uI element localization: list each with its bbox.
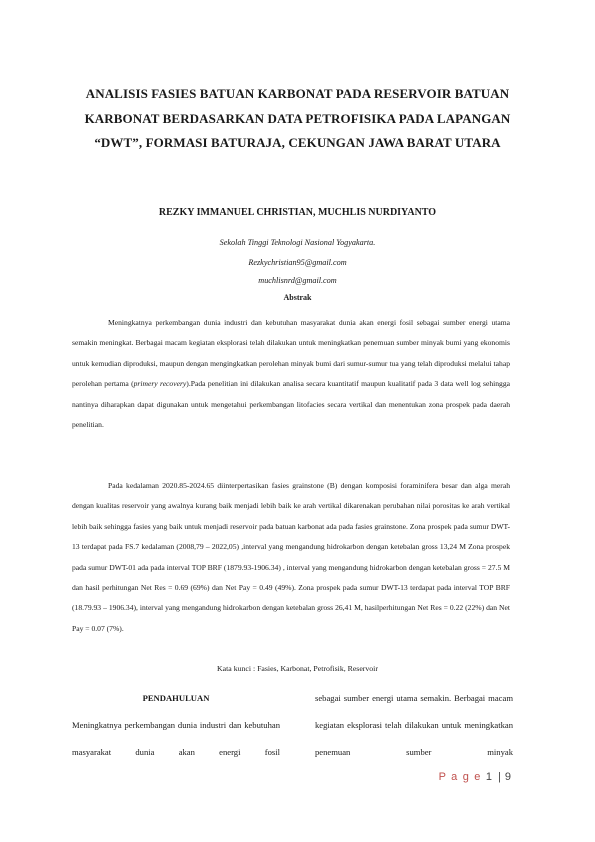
- footer-page-number: 1: [485, 771, 493, 783]
- abstract-heading: Abstrak: [283, 293, 312, 302]
- author-email-1: Rezkychristian95@gmail.com: [248, 258, 347, 267]
- section-heading-pendahuluan: PENDAHULUAN: [142, 693, 210, 703]
- body-column-right: [315, 685, 513, 766]
- affiliation-institution: Sekolah Tinggi Teknologi Nasional Yogyakarta.: [219, 238, 376, 247]
- body-left-text: Meningkatnya perkembangan dunia industri dan kebutuhan masyarakat dunia akan energi fosil: [72, 720, 280, 757]
- footer-page-word: P a g e: [438, 771, 482, 783]
- footer-page-total: 9: [504, 771, 511, 783]
- abstract-p2-text: Pada kedalaman 2020.85-2024.65 diinterpertasikan fasies grainstone (B) dengan komposisi foraminifera besar dan alga merah dengan kualitas reservoir yang awalnya kurang baik menjadi lebih baik ke arah vertikal dikarenakan perubahan nilai porositas ke arah vertikal lebih baik sehingga fasies yang baik untuk menjadi reservoir pada batuan karbonat ada pada fasies grainstone. Zona prospek pada sumur DWT-13 terdapat pada FS.7 kedalaman (2008,79 – 2022,05) ,interval yang mengandung hidrokarbon dengan ketebalan gross 13,24 M Zona prospek pada sumur DWT-01 ada pada interval TOP BRF (1879.93-1906.34) , interval yang mengandung hidrokarbon dengan ketebalan gross = 27.5 M dan hasil perhitungan Net Res = 0.69 (69%) dan Net Pay = 0.49 (49%). Zona prospek pada sumur DWT-13 terdapat pada interval TOP BRF (18.79.93 – 1906.34), interval yang mengandung hidrokarbon dengan ketebalan gross 26,41 M, hasilperhitungan Net Res = 0.22 (22%) dan Net Pay = 0.07 (7%).: [72, 481, 510, 633]
- author-names: REZKY IMMANUEL CHRISTIAN, MUCHLIS NURDIYANTO: [158, 207, 437, 218]
- author-email-2: muchlisnrd@gmail.com: [258, 276, 337, 285]
- page-footer: [439, 771, 511, 783]
- body-right-text: sebagai sumber energi utama semakin. Berbagai macam kegiatan eksplorasi telah dilakukan untuk meningkatkan penemuan sumber minyak: [315, 693, 513, 757]
- footer-separator: |: [498, 771, 501, 783]
- abstract-paragraph-2: [72, 476, 510, 639]
- body-column-left: [72, 685, 280, 766]
- abstract-p1-text-b: ).Pada penelitian ini dilakukan analisa secara kuantitatif maupun kualitatif pada 3 data well log sehingga nantinya diharapkan dapat digunakan untuk mengetahui perkembangan litofacies secara vertikal dan menentukan zona prospek pada daerah penelitian.: [72, 379, 510, 430]
- abstract-paragraph-1: [72, 313, 510, 435]
- abstract-p1-italic-term: primery recovery: [133, 379, 187, 389]
- paper-title: ANALISIS FASIES BATUAN KARBONAT PADA RESERVOIR BATUAN KARBONAT BERDASARKAN DATA PETROFISIKA PADA LAPANGAN “DWT”, FORMASI BATURAJA, CEKUNGAN JAWA BARAT UTARA: [84, 86, 511, 150]
- abstract-p1-text-a: Meningkatnya perkembangan dunia industri dan kebutuhan masyarakat dunia akan energi fosil sebagai sumber energi utama semakin meningkat. Berbagai macam kegiatan eksplorasi telah dilakukan untuk meningkatkan penemuan sumber minyak bumi yang ekonomis untuk kemudian diproduksi, maupun dengan mengingkatkan perolehan minyak bumi dari sumur-sumur tua yang telah diproduksi melalui tahap perolehan pertama (: [72, 318, 510, 389]
- keywords-line: Kata kunci : Fasies, Karbonat, Petrofisik, Reservoir: [217, 664, 378, 673]
